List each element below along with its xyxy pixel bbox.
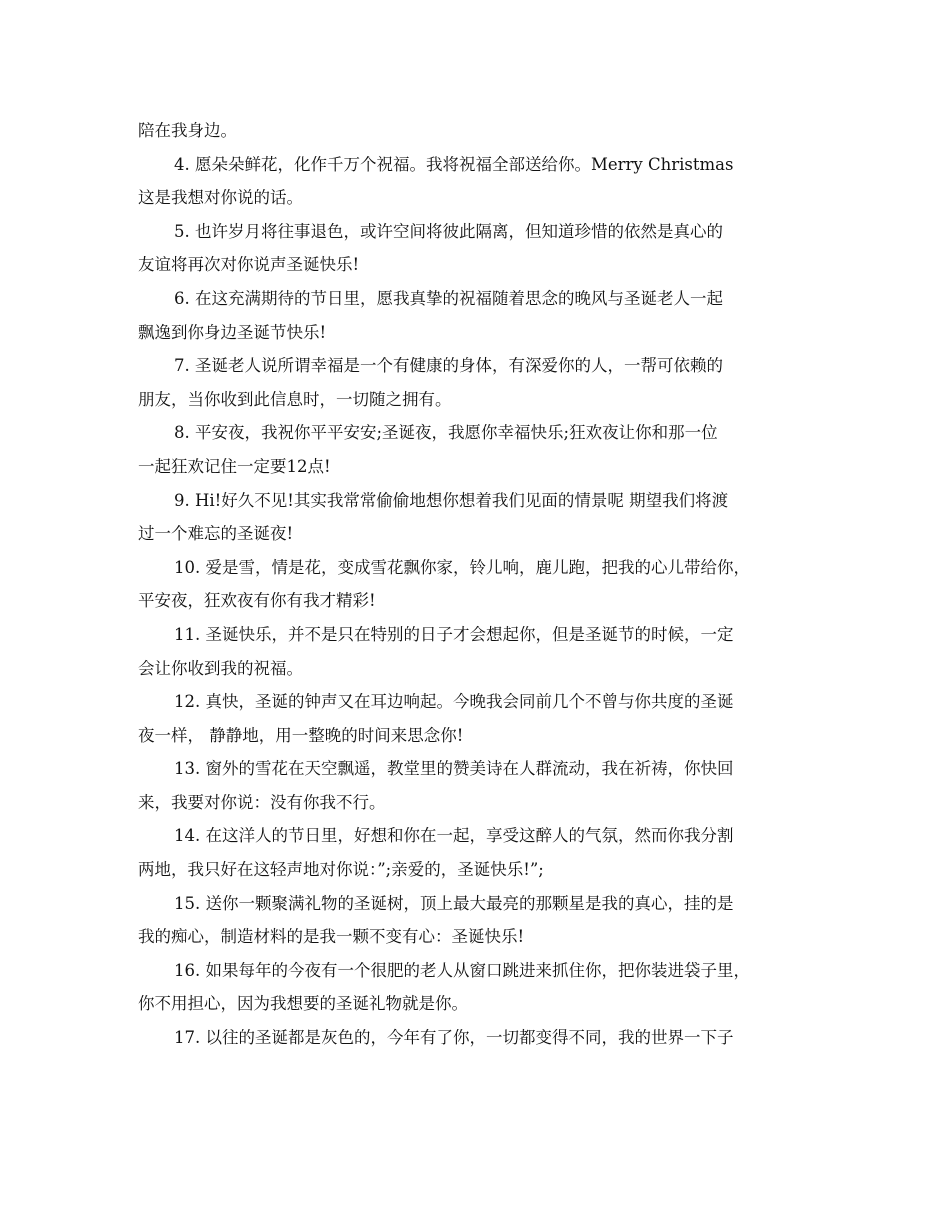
text-line: 14. 在这洋人的节日里，好想和你在一起，享受这醉人的气氛，然而你我分割 — [174, 826, 734, 846]
text-line: 你不用担心，因为我想要的圣诞礼物就是你。 — [138, 994, 468, 1014]
text-line: 一起狂欢记住一定要12点! — [138, 456, 331, 476]
text-line: 两地，我只好在这轻声地对你说：”;亲爱的，圣诞快乐!”; — [138, 860, 544, 880]
text-line: 16. 如果每年的今夜有一个很肥的老人从窗口跳进来抓住你，把你装进袋子里， — [174, 960, 750, 980]
text-line: 4. 愿朵朵鲜花，化作千万个祝福。我将祝福全部送给你。Merry Christmas — [174, 154, 734, 174]
text-line: 陪在我身边。 — [138, 121, 237, 140]
document-body — [138, 114, 814, 1055]
text-line: 11. 圣诞快乐，并不是只在特别的日子才会想起你，但是圣诞节的时候，一定 — [174, 624, 734, 644]
text-line: 7. 圣诞老人说所谓幸福是一个有健康的身体，有深爱你的人，一帮可依赖的 — [174, 356, 723, 376]
text-line: 8. 平安夜，我祝你平平安安;圣诞夜，我愿你幸福快乐;狂欢夜让你和那一位 — [174, 423, 718, 443]
text-line: 15. 送你一颗聚满礼物的圣诞树，顶上最大最亮的那颗星是我的真心，挂的是 — [174, 893, 734, 913]
text-line: 友谊将再次对你说声圣诞快乐! — [138, 255, 360, 275]
text-line: 12. 真快，圣诞的钟声又在耳边响起。今晚我会同前几个不曾与你共度的圣诞 — [174, 692, 734, 712]
text-line: 5. 也许岁月将往事退色，或许空间将彼此隔离，但知道珍惜的依然是真心的 — [174, 221, 723, 241]
text-line: 10. 爱是雪，情是花，变成雪花飘你家，铃儿响，鹿儿跑，把我的心儿带给你， — [174, 557, 750, 577]
text-line: 这是我想对你说的话。 — [138, 188, 303, 208]
text-line: 过一个难忘的圣诞夜! — [138, 524, 294, 544]
text-line: 我的痴心，制造材料的是我一颗不变有心：圣诞快乐! — [138, 927, 525, 947]
text-line: 飘逸到你身边圣诞节快乐! — [138, 322, 327, 342]
text-line: 来，我要对你说：没有你我不行。 — [138, 792, 386, 812]
text-line: 9. Hi!好久不见!其实我常常偷偷地想你想着我们见面的情景呢 期望我们将渡 — [174, 490, 729, 510]
text-line: 17. 以往的圣诞都是灰色的，今年有了你，一切都变得不同，我的世界一下子 — [174, 1028, 734, 1048]
text-line: 夜一样， 静静地，用一整晚的时间来思念你! — [138, 725, 464, 745]
text-line: 平安夜，狂欢夜有你有我才精彩! — [138, 591, 376, 611]
text-line: 朋友，当你收到此信息时，一切随之拥有。 — [138, 389, 452, 409]
text-line: 13. 窗外的雪花在天空飘遥，教堂里的赞美诗在人群流动，我在祈祷，你快回 — [174, 759, 734, 779]
text-line: 会让你收到我的祝福。 — [138, 658, 303, 678]
text-line: 6. 在这充满期待的节日里，愿我真挚的祝福随着思念的晚风与圣诞老人一起 — [174, 288, 723, 308]
